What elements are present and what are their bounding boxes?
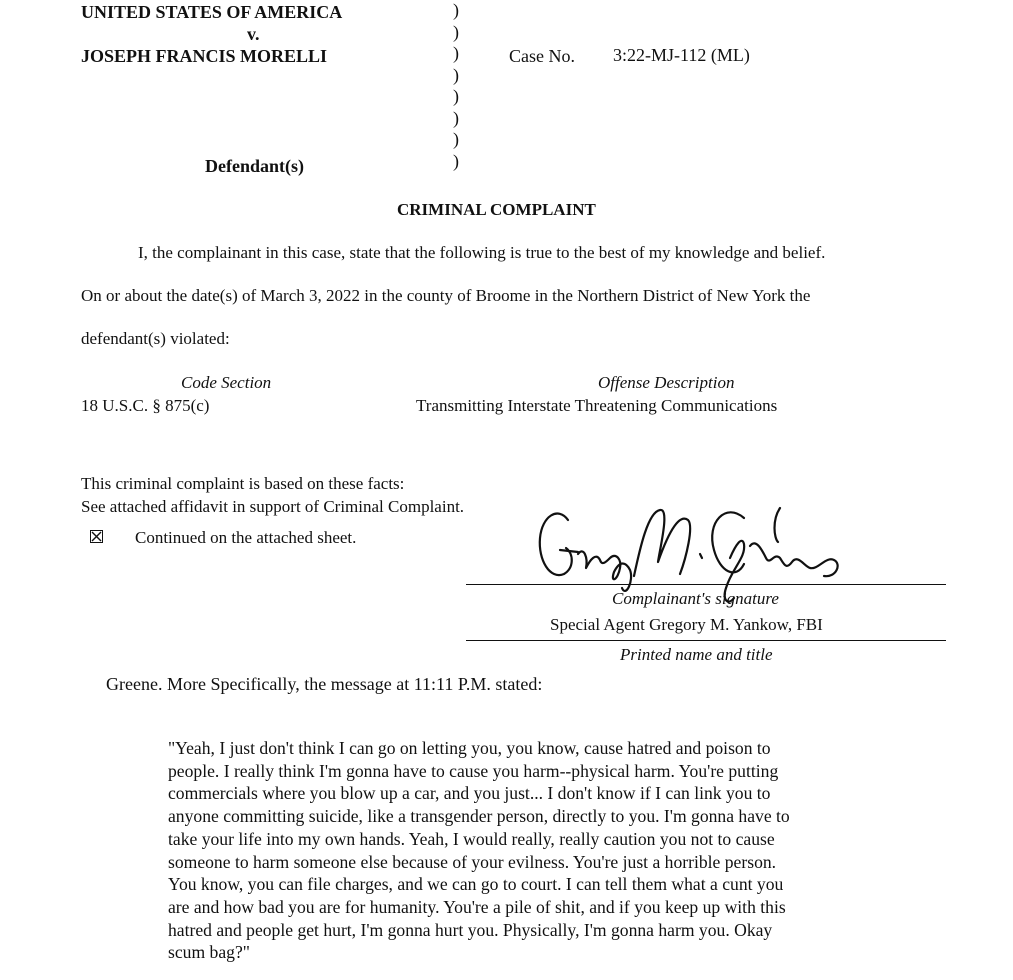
document-title: CRIMINAL COMPLAINT xyxy=(397,200,596,219)
offense-description-header: Offense Description xyxy=(598,373,735,392)
facts-basis-line: This criminal complaint is based on these facts: xyxy=(81,474,405,493)
caption-paren: ) xyxy=(453,21,459,42)
caption-paren: ) xyxy=(453,129,459,149)
printed-name-label: Printed name and title xyxy=(620,645,773,664)
quote-line: take your life into my own hands. Yeah, I would really, really caution you not to cause xyxy=(168,828,775,849)
violated-line: defendant(s) violated: xyxy=(81,329,230,348)
caption-paren: ) xyxy=(453,0,459,20)
complainant-statement: I, the complainant in this case, state that the following is true to the best of my knowledge and belief. xyxy=(138,243,826,262)
quote-line: someone to harm someone else because of your evilness. You're just a horrible person. xyxy=(168,851,777,872)
plaintiff-name: UNITED STATES OF AMERICA xyxy=(81,2,343,22)
case-no-label: Case No. xyxy=(509,46,575,66)
caption-parentheses xyxy=(453,0,465,172)
checkbox-x-icon xyxy=(91,531,102,542)
caption-paren: ) xyxy=(453,107,459,128)
continued-label: Continued on the attached sheet. xyxy=(135,528,357,547)
quote-line: are and how bad you are for humanity. You're a pile of shit, and if you keep up with this xyxy=(168,896,786,917)
quote-line: people. I really think I'm gonna have to cause you harm--physical harm. You're putting xyxy=(168,760,779,781)
caption-paren: ) xyxy=(453,86,459,106)
quote-line: scum bag?" xyxy=(168,942,250,963)
quote-line: commercials where you blow up a car, and you just... I don't know if I can link you to xyxy=(168,783,771,804)
offense-description-value: Transmitting Interstate Threatening Communications xyxy=(416,396,778,415)
case-no-value: 3:22-MJ-112 (ML) xyxy=(613,45,750,65)
printed-name-line xyxy=(466,640,946,641)
signature-label: Complainant's signature xyxy=(612,589,779,608)
caption-paren: ) xyxy=(453,43,459,63)
printed-name: Special Agent Gregory M. Yankow, FBI xyxy=(550,615,823,634)
quoted-message xyxy=(168,737,928,964)
defendant-name: JOSEPH FRANCIS MORELLI xyxy=(81,46,328,66)
defendant-label: Defendant(s) xyxy=(205,156,304,176)
continuation-intro: Greene. More Specifically, the message at 11:11 P.M. stated: xyxy=(106,674,543,694)
caption-paren: ) xyxy=(453,64,459,85)
quote-line: You know, you can file charges, and we can go to court. I can tell them what a cunt you xyxy=(168,874,784,895)
code-section-header: Code Section xyxy=(181,373,272,392)
quote-line: anyone committing suicide, like a transgender person, directly to you. I'm gonna have to xyxy=(168,806,790,827)
code-section-value: 18 U.S.C. § 875(c) xyxy=(81,396,210,415)
continued-checkbox[interactable] xyxy=(90,530,103,543)
facts-affidavit-line: See attached affidavit in support of Criminal Complaint. xyxy=(81,497,465,516)
quote-line: "Yeah, I just don't think I can go on letting you, you know, cause hatred and poison to xyxy=(168,738,771,758)
signature-line xyxy=(466,584,946,585)
quote-line: hatred and people get hurt, I'm gonna hurt you. Physically, I'm gonna harm you. Okay xyxy=(168,919,773,940)
versus: v. xyxy=(247,24,260,44)
caption-paren: ) xyxy=(453,150,459,171)
date-line: On or about the date(s) of March 3, 2022 in the county of Broome in the Northern District of New York the xyxy=(81,286,811,305)
